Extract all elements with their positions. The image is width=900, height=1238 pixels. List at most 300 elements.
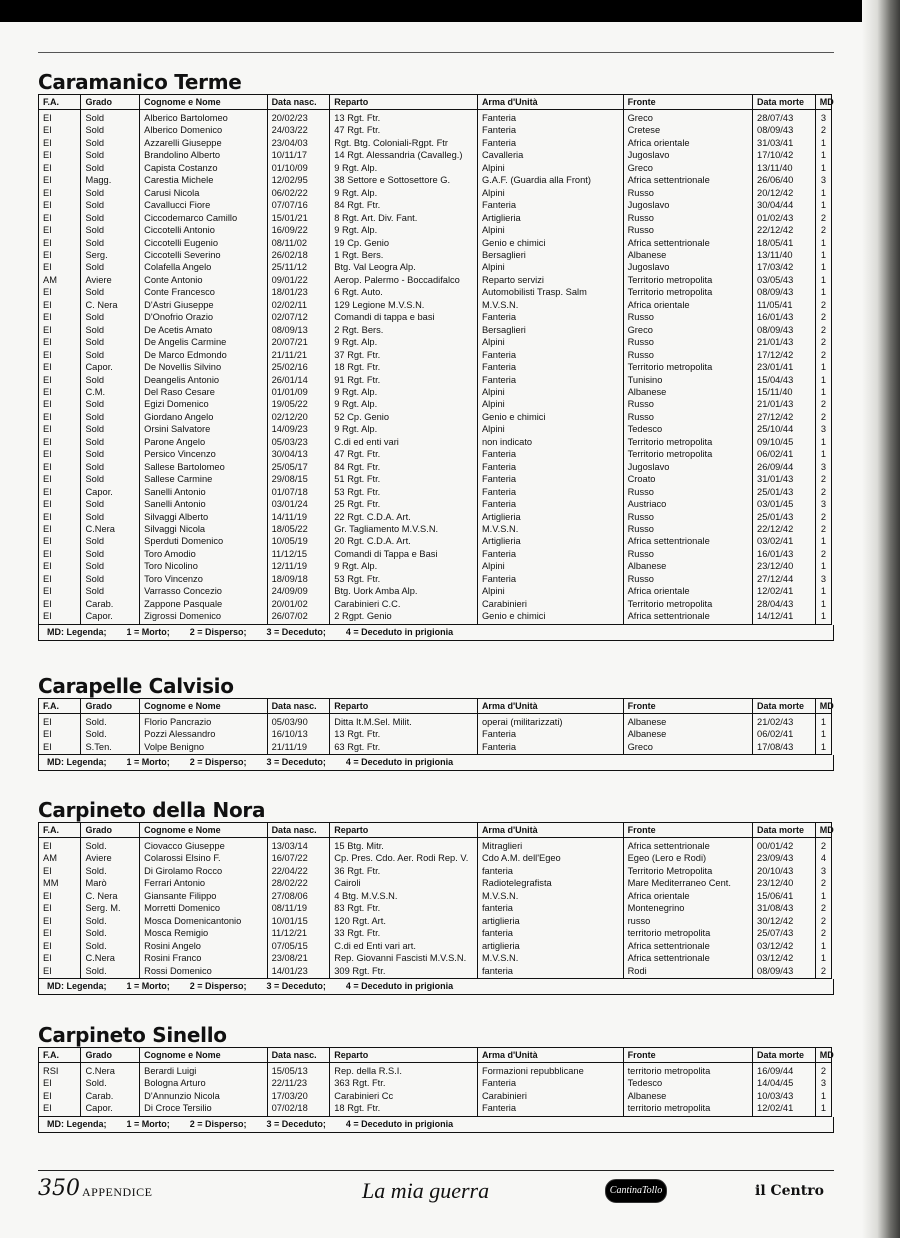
table-row <box>39 448 832 460</box>
table-cell: 47 Rgt. Ftr. <box>330 448 478 460</box>
column-header: Reparto <box>330 823 478 838</box>
table-cell: Albanese <box>623 560 752 572</box>
table-cell: Toro Nicolino <box>140 560 267 572</box>
table-cell: 11/12/21 <box>267 927 330 939</box>
table-cell: Colafella Angelo <box>140 261 267 273</box>
md-legend <box>38 625 834 641</box>
table-row <box>39 486 832 498</box>
table-cell: 4 <box>815 852 831 864</box>
table-cell: Deangelis Antonio <box>140 374 267 386</box>
table-cell: Africa orientale <box>623 299 752 311</box>
table-cell: Sanelli Antonio <box>140 498 267 510</box>
table-cell: 4 Btg. M.V.S.N. <box>330 890 478 902</box>
table-cell: 2 <box>815 349 831 361</box>
table-cell: Albanese <box>623 386 752 398</box>
table-cell: 18/01/23 <box>267 286 330 298</box>
table-cell: 06/02/22 <box>267 187 330 199</box>
column-header: Arma d'Unità <box>477 823 623 838</box>
table-row <box>39 1090 832 1102</box>
table-cell: Alpini <box>477 224 623 236</box>
table-cell: 08/09/43 <box>753 286 816 298</box>
table-cell: Russo <box>623 212 752 224</box>
table-cell: 14/12/41 <box>753 610 816 624</box>
table-cell: Alpini <box>477 386 623 398</box>
column-header: MD <box>815 823 831 838</box>
table-cell: 38 Settore e Sottosettore G. <box>330 174 478 186</box>
column-header: Grado <box>81 95 140 110</box>
table-cell: 05/03/90 <box>267 714 330 729</box>
table-cell: 1 <box>815 249 831 261</box>
table-cell: Volpe Benigno <box>140 741 267 755</box>
table-cell: 01/02/43 <box>753 212 816 224</box>
table-cell: 08/09/43 <box>753 324 816 336</box>
legend-item: 1 = Morto; <box>126 626 170 637</box>
table-cell: 24/03/22 <box>267 124 330 136</box>
table-cell: Sallese Bartolomeo <box>140 461 267 473</box>
table-row <box>39 461 832 473</box>
table-cell: 13/03/14 <box>267 838 330 853</box>
table-cell: EI <box>39 436 81 448</box>
table-cell: EI <box>39 361 81 373</box>
table-cell: fanteria <box>477 965 623 979</box>
table-cell: 25/01/43 <box>753 486 816 498</box>
table-cell: 1 <box>815 137 831 149</box>
table-cell: 03/12/42 <box>753 940 816 952</box>
table-cell: Capor. <box>81 486 140 498</box>
legend-item: 1 = Morto; <box>126 1118 170 1129</box>
table-cell: Cdo A.M. dell'Egeo <box>477 852 623 864</box>
table-cell: Russo <box>623 224 752 236</box>
table-cell: Sold <box>81 423 140 435</box>
table-row <box>39 1077 832 1089</box>
table-cell: 25/05/17 <box>267 461 330 473</box>
table-cell: Aerop. Palermo - Boccadifalco <box>330 274 478 286</box>
legend-item: 1 = Morto; <box>126 980 170 991</box>
table-cell: EI <box>39 940 81 952</box>
column-header: F.A. <box>39 823 81 838</box>
table-cell: EI <box>39 349 81 361</box>
table-cell: 21/11/21 <box>267 349 330 361</box>
table-cell: 16/01/43 <box>753 311 816 323</box>
table-cell: Sold <box>81 560 140 572</box>
table-cell: 15/01/21 <box>267 212 330 224</box>
table-row <box>39 535 832 547</box>
table-cell: S.Ten. <box>81 741 140 755</box>
table-cell: 3 <box>815 423 831 435</box>
table-cell: 9 Rgt. Alp. <box>330 398 478 410</box>
table-cell: 2 <box>815 212 831 224</box>
table-cell: Cairoli <box>330 877 478 889</box>
table-row <box>39 124 832 136</box>
table-cell: fanteria <box>477 927 623 939</box>
table-cell: EI <box>39 124 81 136</box>
table-cell: Montenegrino <box>623 902 752 914</box>
table-cell: EI <box>39 212 81 224</box>
table-cell: 2 <box>815 124 831 136</box>
table-cell: Greco <box>623 324 752 336</box>
table-cell: 2 <box>815 965 831 979</box>
table-cell: Di Croce Tersilio <box>140 1102 267 1116</box>
table-cell: Rep. Giovanni Fascisti M.V.S.N. <box>330 952 478 964</box>
table-cell: Egeo (Lero e Rodi) <box>623 852 752 864</box>
table-cell: Territorio metropolita <box>623 361 752 373</box>
column-header: Data nasc. <box>267 1048 330 1063</box>
table-cell: Genio e chimici <box>477 237 623 249</box>
table-cell: 21/01/43 <box>753 336 816 348</box>
legend-item: 2 = Disperso; <box>189 626 247 637</box>
table-cell: Carab. <box>81 1090 140 1102</box>
table-cell: 2 <box>815 311 831 323</box>
table-cell: 52 Cp. Genio <box>330 411 478 423</box>
legend-item: 2 = Disperso; <box>189 980 247 991</box>
legend-item: 1 = Morto; <box>126 757 170 768</box>
table-cell: 1 <box>815 890 831 902</box>
table-cell: Giansante Filippo <box>140 890 267 902</box>
table-cell: 12/11/19 <box>267 560 330 572</box>
table-cell: RSI <box>39 1063 81 1078</box>
table-cell: Artiglieria <box>477 212 623 224</box>
table-cell: Cavallucci Fiore <box>140 199 267 211</box>
table-cell: 1 <box>815 535 831 547</box>
table-row <box>39 560 832 572</box>
table-cell: 3 <box>815 865 831 877</box>
table-cell: De Marco Edmondo <box>140 349 267 361</box>
column-header: Cognome e Nome <box>140 95 267 110</box>
table-cell: 1 <box>815 237 831 249</box>
table-cell: Giordano Angelo <box>140 411 267 423</box>
table-cell: Serg. M. <box>81 902 140 914</box>
table-cell: 25/01/43 <box>753 511 816 523</box>
table-cell: Rep. della R.S.I. <box>330 1063 478 1078</box>
legend-item: 2 = Disperso; <box>189 1118 247 1129</box>
section-title: Caramanico Terme <box>38 70 242 94</box>
legend-item: 3 = Deceduto; <box>266 757 326 768</box>
table-cell: Fanteria <box>477 311 623 323</box>
table-cell: Carestia Michele <box>140 174 267 186</box>
column-header: MD <box>815 95 831 110</box>
table-header-row <box>39 823 832 838</box>
table-cell: Mitraglieri <box>477 838 623 853</box>
table-cell: Africa settentrionale <box>623 940 752 952</box>
table-cell: 05/03/23 <box>267 436 330 448</box>
table-cell: Capista Costanzo <box>140 162 267 174</box>
legend-item: 4 = Deceduto in prigionia <box>345 1118 454 1129</box>
table-cell: Africa settentrionale <box>623 237 752 249</box>
table-cell: 12/02/41 <box>753 1102 816 1116</box>
table-cell: Fanteria <box>477 473 623 485</box>
table-cell: Sold <box>81 436 140 448</box>
table-cell: Africa orientale <box>623 585 752 597</box>
table-cell: Sold <box>81 324 140 336</box>
table-cell: Russo <box>623 311 752 323</box>
table-cell: De Angelis Carmine <box>140 336 267 348</box>
table-row <box>39 212 832 224</box>
table-cell: 2 <box>815 224 831 236</box>
table-cell: EI <box>39 952 81 964</box>
table-row <box>39 311 832 323</box>
table-cell: Artiglieria <box>477 535 623 547</box>
table-cell: Capor. <box>81 1102 140 1116</box>
table-cell: 1 <box>815 610 831 624</box>
table-cell: Zappone Pasquale <box>140 598 267 610</box>
table-cell: Sold <box>81 548 140 560</box>
table-cell: 2 <box>815 411 831 423</box>
table-cell: 22/12/42 <box>753 224 816 236</box>
table-cell: Albanese <box>623 728 752 740</box>
table-cell: 01/01/09 <box>267 386 330 398</box>
table-cell: Fanteria <box>477 448 623 460</box>
table-cell: 26/09/44 <box>753 461 816 473</box>
table-row <box>39 386 832 398</box>
table-cell: 17/03/20 <box>267 1090 330 1102</box>
table-cell: EI <box>39 299 81 311</box>
table-cell: Sold <box>81 137 140 149</box>
table-row <box>39 1102 832 1116</box>
table-cell: 28/04/43 <box>753 598 816 610</box>
table-cell: Russo <box>623 548 752 560</box>
table-cell: Gr. Tagliamento M.V.S.N. <box>330 523 478 535</box>
table-cell: 12/02/95 <box>267 174 330 186</box>
table-cell: 2 Rgt. Bers. <box>330 324 478 336</box>
table-cell: Toro Vincenzo <box>140 573 267 585</box>
column-header: Data nasc. <box>267 699 330 714</box>
table-row <box>39 511 832 523</box>
table-row <box>39 741 832 755</box>
table-cell: EI <box>39 199 81 211</box>
table-cell: Sold <box>81 224 140 236</box>
table-cell: Pozzi Alessandro <box>140 728 267 740</box>
table-cell: Russo <box>623 398 752 410</box>
table-row <box>39 398 832 410</box>
table-cell: 84 Rgt. Ftr. <box>330 461 478 473</box>
table-row <box>39 249 832 261</box>
table-cell: Carabinieri <box>477 598 623 610</box>
table-cell: Brandolino Alberto <box>140 149 267 161</box>
table-cell: MM <box>39 877 81 889</box>
table-row <box>39 149 832 161</box>
table-cell: Fanteria <box>477 1077 623 1089</box>
table-cell: Russo <box>623 336 752 348</box>
table-cell: Alpini <box>477 336 623 348</box>
table-cell: Africa settentrionale <box>623 838 752 853</box>
table-cell: Jugoslavo <box>623 461 752 473</box>
table-cell: 18 Rgt. Ftr. <box>330 361 478 373</box>
table-cell: 23/12/40 <box>753 560 816 572</box>
legend-item: 4 = Deceduto in prigionia <box>345 980 454 991</box>
table-cell: Sold <box>81 461 140 473</box>
table-cell: 84 Rgt. Ftr. <box>330 199 478 211</box>
table-cell: Sold <box>81 374 140 386</box>
table-cell: 20 Rgt. C.D.A. Art. <box>330 535 478 547</box>
table-cell: 25/02/16 <box>267 361 330 373</box>
table-cell: 26/02/18 <box>267 249 330 261</box>
table-cell: 3 <box>815 461 831 473</box>
column-header: Fronte <box>623 1048 752 1063</box>
table-cell: Alpini <box>477 560 623 572</box>
table-cell: Sold <box>81 311 140 323</box>
table-cell: 3 <box>815 1077 831 1089</box>
table-cell: 08/11/19 <box>267 902 330 914</box>
table-cell: Tunisino <box>623 374 752 386</box>
table-cell: 22/12/42 <box>753 523 816 535</box>
table-cell: 1 <box>815 286 831 298</box>
table-cell: 18/05/22 <box>267 523 330 535</box>
table-cell: 17/03/42 <box>753 261 816 273</box>
table-cell: 15 Btg. Mitr. <box>330 838 478 853</box>
column-header: Data morte <box>753 699 816 714</box>
table-row <box>39 286 832 298</box>
table-row <box>39 915 832 927</box>
table-cell: 63 Rgt. Ftr. <box>330 741 478 755</box>
table-cell: Greco <box>623 110 752 125</box>
table-cell: D'Onofrio Orazio <box>140 311 267 323</box>
table-cell: 9 Rgt. Alp. <box>330 224 478 236</box>
table-cell: EI <box>39 249 81 261</box>
table-cell: 120 Rgt. Art. <box>330 915 478 927</box>
table-cell: Sold. <box>81 838 140 853</box>
table-cell: 14/09/23 <box>267 423 330 435</box>
table-cell: EI <box>39 448 81 460</box>
table-cell: Aviere <box>81 852 140 864</box>
table-cell: Carabinieri <box>477 1090 623 1102</box>
table-cell: 13 Rgt. Ftr. <box>330 110 478 125</box>
table-cell: Bologna Arturo <box>140 1077 267 1089</box>
table-cell: 8 Rgt. Art. Div. Fant. <box>330 212 478 224</box>
table-cell: artiglieria <box>477 940 623 952</box>
table-row <box>39 199 832 211</box>
table-cell: 23/08/21 <box>267 952 330 964</box>
legend-prefix: MD: Legenda; <box>47 1118 107 1129</box>
table-cell: EI <box>39 137 81 149</box>
table-cell: EI <box>39 174 81 186</box>
table-row <box>39 187 832 199</box>
column-header: Arma d'Unità <box>477 1048 623 1063</box>
table-cell: Capor. <box>81 361 140 373</box>
table-cell: 9 Rgt. Alp. <box>330 162 478 174</box>
table-cell: 19 Cp. Genio <box>330 237 478 249</box>
newspaper-name: il Centro <box>755 1183 824 1199</box>
table-cell: 3 <box>815 110 831 125</box>
table-cell: 10/11/17 <box>267 149 330 161</box>
table-cell: 03/05/43 <box>753 274 816 286</box>
table-cell: Radiotelegrafista <box>477 877 623 889</box>
table-cell: C.Nera <box>81 952 140 964</box>
column-header: Fronte <box>623 699 752 714</box>
table-row <box>39 423 832 435</box>
table-cell: 19/05/22 <box>267 398 330 410</box>
table-row <box>39 237 832 249</box>
table-cell: Sold <box>81 473 140 485</box>
table-cell: 21/02/43 <box>753 714 816 729</box>
table-cell: Sold <box>81 187 140 199</box>
table-row <box>39 1063 832 1078</box>
table-cell: M.V.S.N. <box>477 952 623 964</box>
table-cell: D'Astri Giuseppe <box>140 299 267 311</box>
table-cell: 17/12/42 <box>753 349 816 361</box>
appendix-label: APPENDICE <box>82 1185 153 1199</box>
table-cell: 27/08/06 <box>267 890 330 902</box>
table-cell: Sanelli Antonio <box>140 486 267 498</box>
table-cell: M.V.S.N. <box>477 523 623 535</box>
column-header: MD <box>815 1048 831 1063</box>
table-cell: Alpini <box>477 187 623 199</box>
table-cell: 1 <box>815 374 831 386</box>
table-cell: Artiglieria <box>477 511 623 523</box>
table-cell: 09/01/22 <box>267 274 330 286</box>
table-cell: Sold <box>81 349 140 361</box>
table-cell: 07/07/16 <box>267 199 330 211</box>
table-cell: 91 Rgt. Ftr. <box>330 374 478 386</box>
table-cell: 01/10/09 <box>267 162 330 174</box>
table-cell: 1 <box>815 585 831 597</box>
table-cell: Austriaco <box>623 498 752 510</box>
casualty-table <box>38 822 832 979</box>
table-row <box>39 361 832 373</box>
table-cell: Africa settentrionale <box>623 952 752 964</box>
table-cell: 1 <box>815 728 831 740</box>
table-cell: Jugoslavo <box>623 149 752 161</box>
table-cell: 53 Rgt. Ftr. <box>330 486 478 498</box>
table-cell: Albanese <box>623 1090 752 1102</box>
table-cell: Sold <box>81 498 140 510</box>
table-cell: 02/07/12 <box>267 311 330 323</box>
table-cell: Albanese <box>623 714 752 729</box>
table-row <box>39 927 832 939</box>
table-cell: Cp. Pres. Cdo. Aer. Rodi Rep. V. <box>330 852 478 864</box>
table-cell: 2 <box>815 299 831 311</box>
table-cell: Sold <box>81 448 140 460</box>
table-cell: 27/12/42 <box>753 411 816 423</box>
table-row <box>39 852 832 864</box>
table-cell: EI <box>39 1077 81 1089</box>
table-cell: 23/04/03 <box>267 137 330 149</box>
table-cell: Varrasso Concezio <box>140 585 267 597</box>
table-cell: Tedesco <box>623 1077 752 1089</box>
table-cell: Sold. <box>81 865 140 877</box>
table-cell: 2 <box>815 1063 831 1078</box>
column-header: MD <box>815 699 831 714</box>
legend-prefix: MD: Legenda; <box>47 626 107 637</box>
table-cell: 16/09/44 <box>753 1063 816 1078</box>
table-cell: 9 Rgt. Alp. <box>330 187 478 199</box>
table-cell: 14/04/45 <box>753 1077 816 1089</box>
table-cell: Russo <box>623 573 752 585</box>
table-cell: Sold <box>81 162 140 174</box>
table-cell: Alberico Domenico <box>140 124 267 136</box>
table-cell: Ciccotelli Severino <box>140 249 267 261</box>
table-cell: Morretti Domenico <box>140 902 267 914</box>
table-cell: Marò <box>81 877 140 889</box>
table-cell: 2 <box>815 877 831 889</box>
table-cell: 21/01/43 <box>753 398 816 410</box>
table-row <box>39 110 832 125</box>
table-cell: 23/12/40 <box>753 877 816 889</box>
md-legend <box>38 1117 834 1133</box>
table-cell: 53 Rgt. Ftr. <box>330 573 478 585</box>
table-cell: Rgt. Btg. Coloniali-Rgpt. Ftr <box>330 137 478 149</box>
table-cell: 47 Rgt. Ftr. <box>330 124 478 136</box>
table-cell: 1 <box>815 741 831 755</box>
table-cell: EI <box>39 411 81 423</box>
table-cell: Sold <box>81 535 140 547</box>
table-cell: Fanteria <box>477 199 623 211</box>
table-cell: Sold <box>81 149 140 161</box>
table-cell: 2 <box>815 336 831 348</box>
table-cell: C.di ed Enti vari art. <box>330 940 478 952</box>
column-header: Data morte <box>753 823 816 838</box>
column-header: Data morte <box>753 95 816 110</box>
table-row <box>39 224 832 236</box>
